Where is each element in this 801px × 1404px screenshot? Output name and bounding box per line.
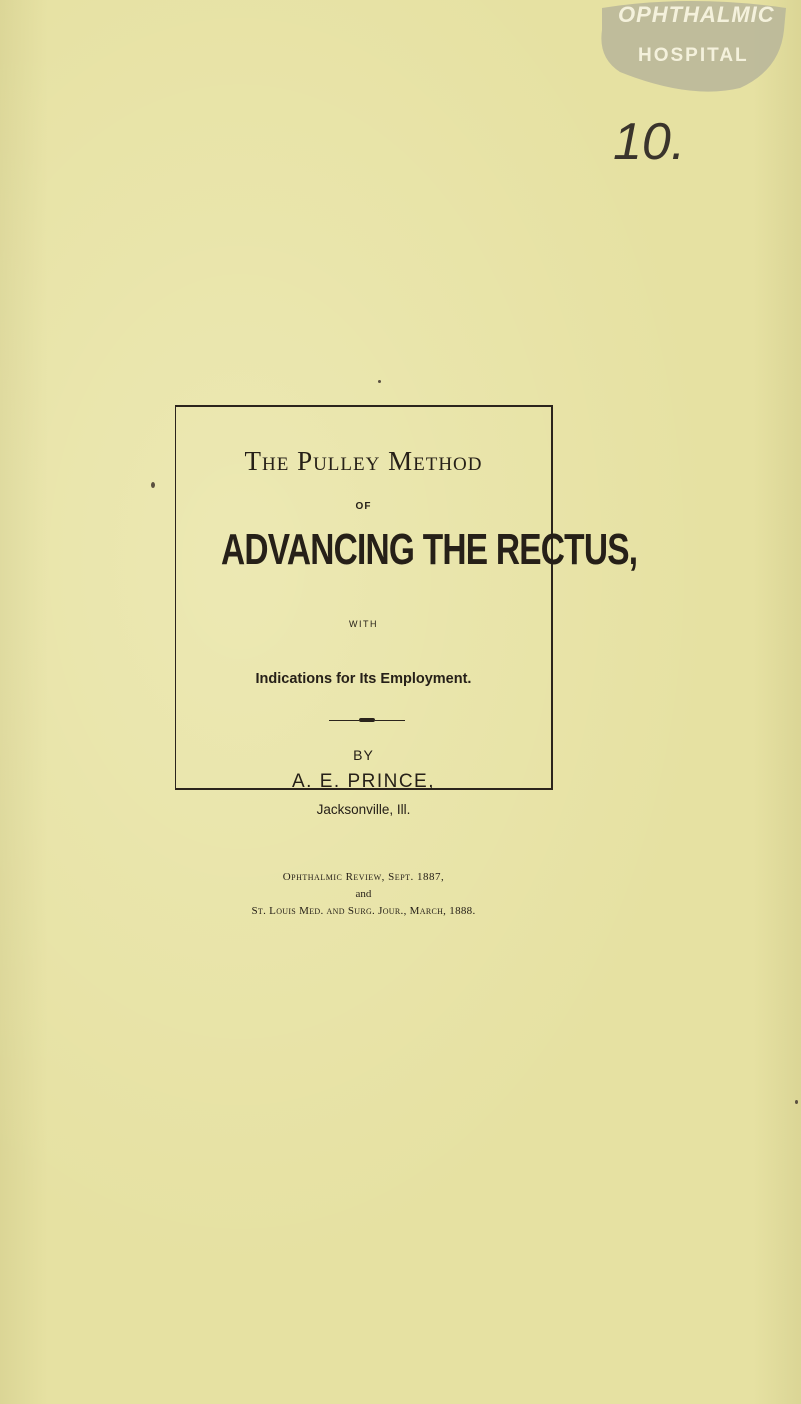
stamp-text-bottom: HOSPITAL — [638, 45, 749, 66]
of-label: OF — [355, 501, 372, 512]
paper-speck — [151, 482, 155, 488]
source-citation-2: St. Louis Med. and Surg. Jour., March, 1888. — [251, 905, 476, 917]
paper-speck — [795, 1100, 798, 1104]
handwritten-number: 10. — [613, 113, 686, 171]
title: The Pulley Method — [244, 446, 483, 476]
stamp-text-top: OPHTHALMIC — [618, 2, 775, 27]
by-label: BY — [353, 747, 374, 763]
library-stamp — [590, 0, 790, 100]
source-and: and — [355, 888, 372, 900]
main-title: ADVANCING THE RECTUS, — [221, 525, 638, 574]
author-location: Jacksonville, Ill. — [316, 802, 411, 817]
author-name: A. E. PRINCE, — [291, 771, 436, 792]
title-frame — [175, 405, 638, 917]
ornamental-divider — [329, 719, 405, 721]
with-label: WITH — [349, 619, 378, 629]
source-citation-1: Ophthalmic Review, Sept. 1887, — [282, 871, 445, 883]
paper-speck — [378, 380, 381, 383]
subtitle: Indications for Its Employment. — [255, 671, 472, 687]
